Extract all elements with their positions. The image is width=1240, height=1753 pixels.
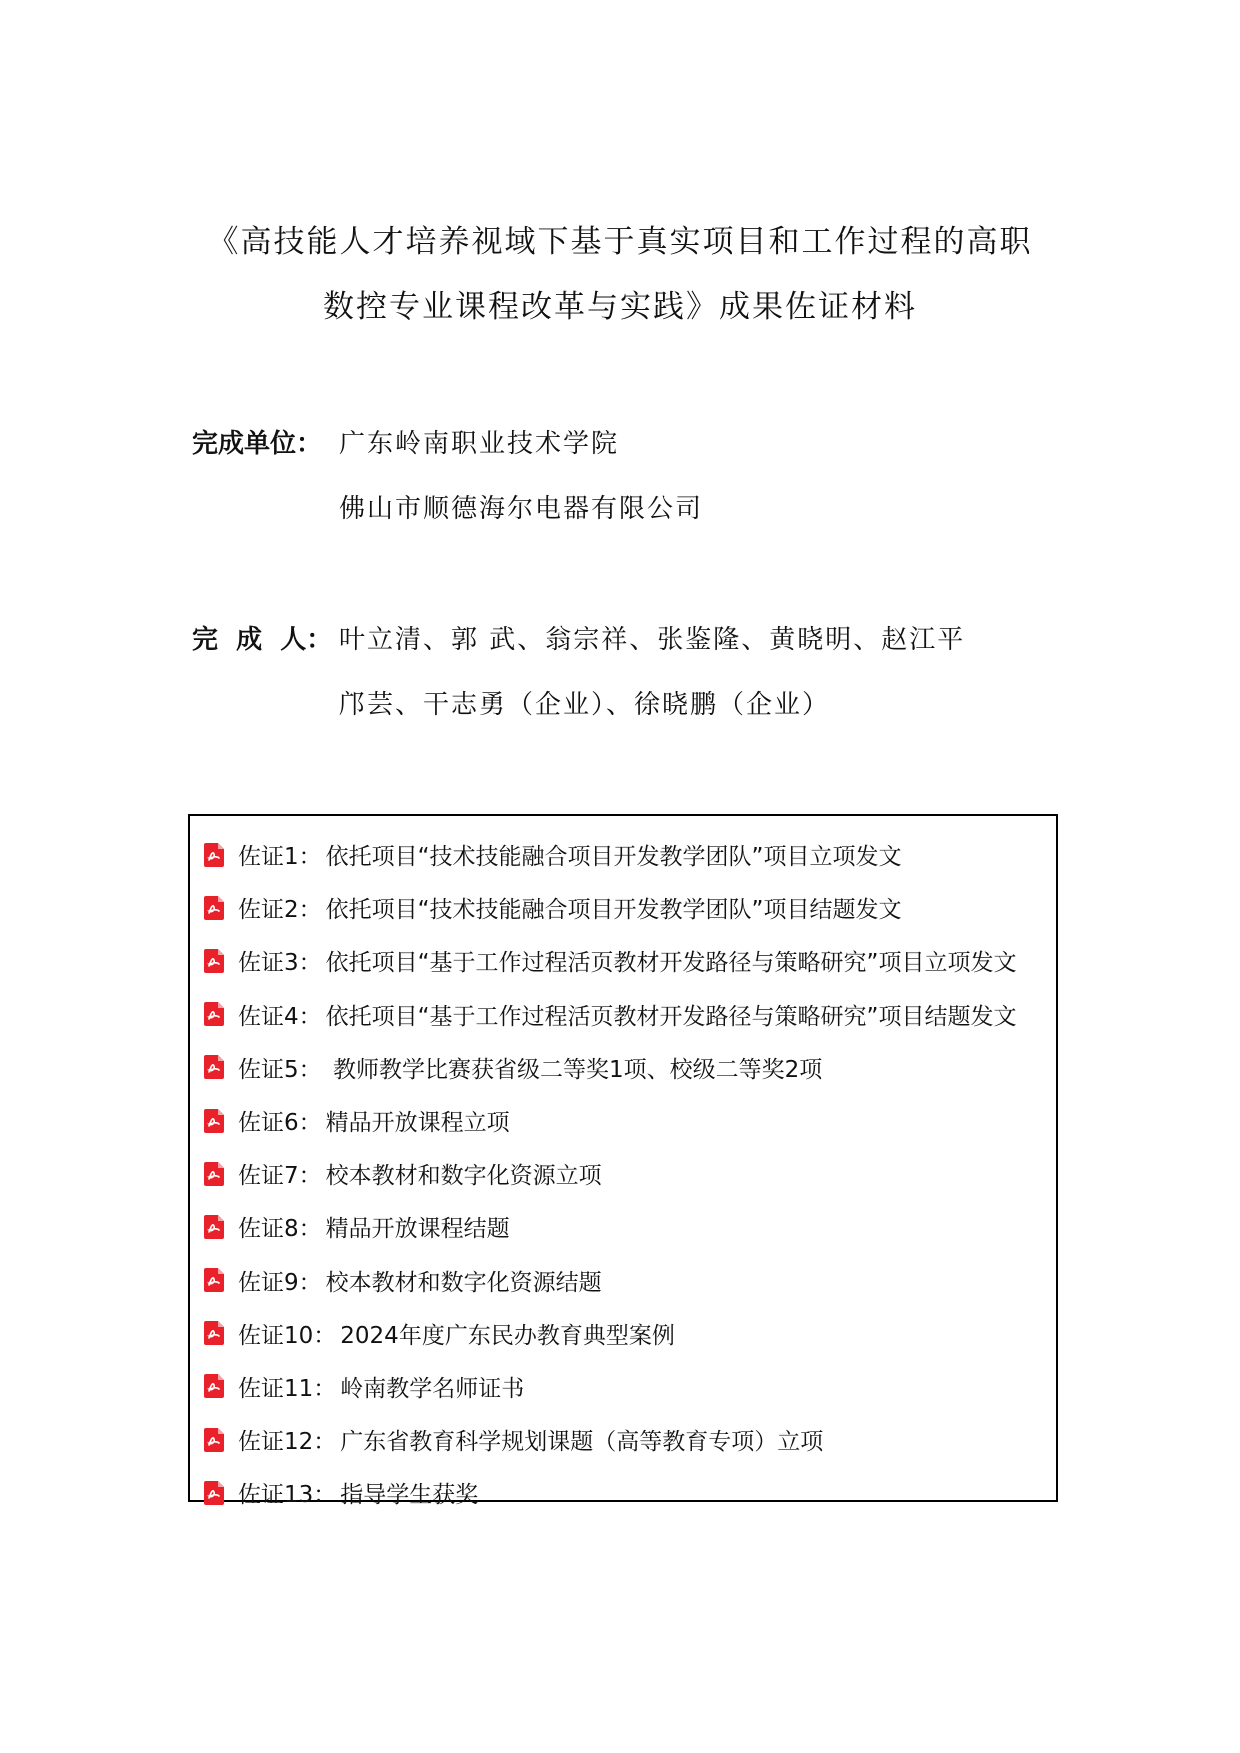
- evidence-item[interactable]: [204, 934, 1056, 987]
- pdf-file-icon: [204, 1321, 224, 1345]
- evidence-label: 佐证10：: [238, 1322, 337, 1349]
- evidence-text: 校本教材和数字化资源结题: [325, 1269, 602, 1296]
- evidence-item[interactable]: [204, 1413, 1056, 1466]
- evidence-item[interactable]: [204, 1094, 1056, 1147]
- people-line-2: 邝芸、干志勇（企业）、徐晓鹏（企业）: [339, 690, 831, 720]
- pdf-file-icon: [204, 1268, 224, 1292]
- evidence-text: 教师教学比赛获省级二等奖1项、校级二等奖2项: [325, 1056, 823, 1083]
- pdf-file-icon: [204, 843, 224, 867]
- unit-name-2: 佛山市顺德海尔电器有限公司: [339, 494, 704, 524]
- pdf-file-icon: [204, 949, 224, 973]
- evidence-text: 依托项目“基于工作过程活页教材开发路径与策略研究”项目结题发文: [325, 1003, 1017, 1030]
- evidence-text: 岭南教学名师证书: [340, 1375, 525, 1402]
- pdf-file-icon: [204, 1215, 224, 1239]
- pdf-file-icon: [204, 1428, 224, 1452]
- evidence-item[interactable]: [204, 1254, 1056, 1307]
- evidence-item[interactable]: [204, 1360, 1056, 1413]
- evidence-text: 依托项目“技术技能融合项目开发教学团队”项目结题发文: [325, 897, 902, 924]
- evidence-text: 依托项目“基于工作过程活页教材开发路径与策略研究”项目立项发文: [325, 950, 1017, 977]
- evidence-text: 精品开放课程结题: [325, 1216, 510, 1243]
- people-label: 完 成 人：: [192, 625, 333, 655]
- evidence-item[interactable]: [204, 1307, 1056, 1360]
- people-line-1: 叶立清、郭 武、翁宗祥、张鉴隆、黄晓明、赵江平: [339, 625, 966, 655]
- document-title-line-1: 《高技能人才培养视域下基于真实项目和工作过程的高职: [207, 224, 1033, 260]
- evidence-label: 佐证8：: [238, 1216, 322, 1243]
- evidence-item[interactable]: [204, 1147, 1056, 1200]
- pdf-file-icon: [204, 1109, 224, 1133]
- evidence-label: 佐证5：: [238, 1056, 322, 1083]
- evidence-label: 佐证12：: [238, 1429, 337, 1456]
- evidence-item[interactable]: [204, 1200, 1056, 1253]
- evidence-text: 指导学生获奖: [340, 1482, 479, 1509]
- evidence-label: 佐证2：: [238, 897, 322, 924]
- evidence-item[interactable]: [204, 881, 1056, 934]
- evidence-list: [190, 816, 1056, 1519]
- evidence-label: 佐证4：: [238, 1003, 322, 1030]
- evidence-label: 佐证3：: [238, 950, 322, 977]
- evidence-label: 佐证13：: [238, 1482, 337, 1509]
- evidence-item[interactable]: [204, 1466, 1056, 1519]
- pdf-file-icon: [204, 896, 224, 920]
- evidence-item[interactable]: [204, 1041, 1056, 1094]
- evidence-label: 佐证9：: [238, 1269, 322, 1296]
- evidence-text: 依托项目“技术技能融合项目开发教学团队”项目立项发文: [325, 844, 902, 871]
- pdf-file-icon: [204, 1055, 224, 1079]
- evidence-list-box: [188, 814, 1058, 1509]
- evidence-label: 佐证6：: [238, 1110, 322, 1137]
- unit-label: 完成单位：: [192, 429, 323, 459]
- evidence-label: 佐证11：: [238, 1375, 337, 1402]
- pdf-file-icon: [204, 1162, 224, 1186]
- evidence-item[interactable]: [204, 988, 1056, 1041]
- pdf-file-icon: [204, 1481, 224, 1505]
- evidence-label: 佐证1：: [238, 844, 322, 871]
- evidence-text: 广东省教育科学规划课题（高等教育专项）立项: [340, 1429, 824, 1456]
- evidence-text: 精品开放课程立项: [325, 1110, 510, 1137]
- document-title-line-2: 数控专业课程改革与实践》成果佐证材料: [323, 289, 917, 325]
- pdf-file-icon: [204, 1002, 224, 1026]
- evidence-text: 2024年度广东民办教育典型案例: [340, 1322, 675, 1349]
- evidence-item[interactable]: [204, 828, 1056, 881]
- evidence-text: 校本教材和数字化资源立项: [325, 1163, 602, 1190]
- unit-name-1: 广东岭南职业技术学院: [339, 429, 620, 459]
- evidence-label: 佐证7：: [238, 1163, 322, 1190]
- pdf-file-icon: [204, 1374, 224, 1398]
